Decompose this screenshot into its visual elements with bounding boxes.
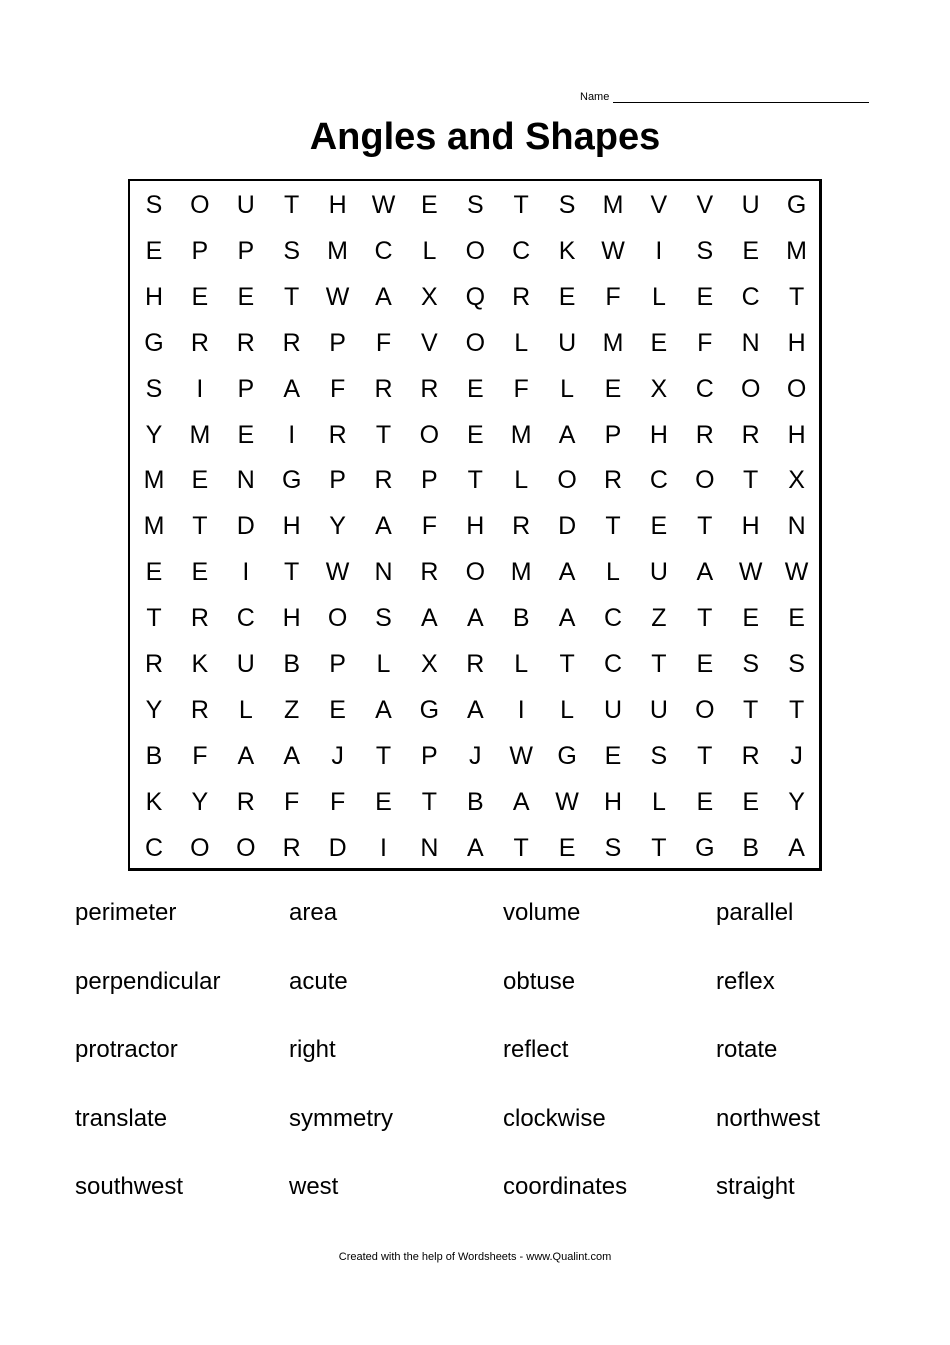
word-list-item: right — [289, 1036, 336, 1063]
grid-letter[interactable]: U — [649, 558, 668, 587]
grid-letter[interactable]: E — [558, 282, 576, 311]
grid-letter[interactable]: H — [787, 328, 806, 357]
grid-letter[interactable]: I — [517, 695, 525, 724]
grid-letter[interactable]: P — [237, 236, 255, 265]
name-label: Name — [580, 91, 610, 103]
grid-row — [130, 779, 819, 825]
word-list-item: area — [289, 899, 338, 926]
grid-letter[interactable]: O — [465, 236, 486, 265]
word-list-item: straight — [716, 1173, 795, 1200]
grid-letter[interactable]: F — [375, 328, 392, 357]
grid-letter[interactable]: N — [374, 558, 393, 587]
grid-letter[interactable]: B — [466, 787, 484, 816]
grid-letter[interactable]: C — [512, 236, 531, 265]
grid-letter[interactable]: L — [514, 466, 529, 495]
grid-letter[interactable]: T — [651, 833, 667, 862]
grid-letter[interactable]: R — [190, 695, 209, 724]
grid-letter[interactable]: G — [281, 466, 302, 495]
grid-letter[interactable]: O — [465, 328, 486, 357]
grid-letter[interactable]: T — [421, 787, 438, 816]
page-title: Angles and Shapes — [309, 116, 661, 158]
grid-letter[interactable]: S — [558, 191, 576, 219]
grid-letter[interactable]: S — [650, 741, 668, 770]
grid-letter[interactable]: M — [786, 236, 807, 265]
grid-letter[interactable]: A — [237, 741, 255, 770]
grid-letter[interactable]: E — [421, 191, 438, 219]
grid-letter[interactable]: R — [741, 741, 760, 770]
grid-letter[interactable]: R — [282, 328, 301, 357]
grid-letter[interactable]: E — [696, 787, 714, 816]
grid-letter[interactable]: L — [238, 695, 253, 724]
grid-letter[interactable]: E — [145, 558, 163, 587]
grid-letter[interactable]: U — [236, 191, 255, 219]
grid-letter[interactable]: D — [236, 512, 255, 541]
grid-letter[interactable]: L — [422, 236, 437, 265]
grid-letter[interactable]: H — [466, 512, 485, 541]
word-list-item: coordinates — [503, 1173, 628, 1200]
grid-letter[interactable]: G — [144, 328, 164, 357]
word-list-item: southwest — [75, 1173, 184, 1200]
grid-letter[interactable]: O — [557, 466, 577, 495]
grid-letter[interactable]: Q — [465, 282, 486, 311]
word-list-item: symmetry — [289, 1104, 393, 1132]
grid-letter[interactable]: C — [741, 282, 760, 311]
grid-row — [130, 366, 819, 412]
grid-letter[interactable]: E — [788, 604, 805, 633]
grid-letter[interactable]: F — [329, 787, 346, 816]
grid-letter[interactable]: S — [283, 236, 301, 265]
grid-letter[interactable]: Y — [145, 420, 163, 449]
letter-grid — [128, 179, 822, 871]
grid-letter[interactable]: R — [741, 420, 760, 449]
grid-letter[interactable]: F — [329, 374, 346, 403]
grid-row — [130, 641, 819, 687]
word-list-item: protractor — [75, 1036, 178, 1063]
grid-letter[interactable]: X — [421, 282, 438, 311]
grid-letter[interactable]: I — [242, 558, 250, 587]
grid-letter[interactable]: I — [288, 420, 296, 449]
grid-letter[interactable]: T — [743, 695, 759, 724]
grid-row — [130, 733, 819, 779]
grid-letter[interactable]: R — [466, 650, 485, 678]
grid-letter[interactable]: A — [466, 695, 484, 724]
grid-letter[interactable]: T — [788, 282, 805, 311]
grid-letter[interactable]: T — [513, 833, 529, 862]
grid-letter[interactable]: O — [786, 374, 807, 403]
grid-letter[interactable]: T — [513, 191, 529, 219]
grid-letter[interactable]: S — [145, 191, 163, 219]
grid-letter[interactable]: W — [325, 282, 350, 311]
word-list-item: volume — [503, 899, 581, 926]
grid-letter[interactable]: O — [465, 558, 486, 587]
grid-letter[interactable]: E — [191, 282, 209, 311]
grid-letter[interactable]: P — [329, 650, 346, 678]
grid-letter[interactable]: E — [604, 741, 622, 770]
grid-letter[interactable]: I — [380, 833, 387, 862]
grid-letter[interactable]: E — [696, 650, 714, 678]
grid-letter[interactable]: F — [284, 787, 300, 816]
grid-letter[interactable]: H — [603, 787, 623, 816]
grid-letter[interactable]: R — [420, 558, 439, 587]
grid-letter[interactable]: M — [602, 328, 624, 357]
grid-letter[interactable]: F — [605, 282, 621, 311]
grid-letter[interactable]: D — [558, 512, 577, 541]
grid-letter[interactable]: E — [329, 695, 346, 724]
grid-letter[interactable]: C — [603, 604, 623, 633]
grid-letter[interactable]: K — [558, 236, 576, 265]
grid-letter[interactable]: A — [558, 420, 576, 449]
grid-letter[interactable]: R — [603, 466, 623, 495]
grid-letter[interactable]: J — [469, 741, 482, 770]
grid-letter[interactable]: M — [143, 466, 165, 495]
grid-letter[interactable]: Y — [191, 787, 209, 816]
grid-letter[interactable]: W — [601, 236, 625, 265]
grid-letter[interactable]: U — [603, 695, 623, 724]
grid-letter[interactable]: T — [375, 741, 392, 770]
grid-letter[interactable]: H — [787, 420, 806, 449]
grid-row — [130, 595, 819, 641]
grid-letter[interactable]: V — [696, 191, 714, 219]
grid-letter[interactable]: H — [144, 282, 164, 311]
grid-letter[interactable]: V — [421, 328, 438, 357]
grid-letter[interactable]: P — [421, 741, 438, 770]
grid-letter[interactable]: V — [650, 191, 668, 219]
grid-row — [130, 320, 819, 366]
grid-row — [130, 687, 819, 733]
grid-letter[interactable]: H — [741, 512, 760, 541]
grid-letter[interactable]: Y — [329, 512, 346, 541]
grid-letter[interactable]: A — [421, 604, 438, 633]
grid-letter[interactable]: T — [788, 695, 805, 724]
grid-letter[interactable]: E — [466, 374, 484, 403]
grid-letter[interactable]: T — [697, 604, 713, 633]
grid-letter[interactable]: A — [375, 282, 392, 311]
word-list-item: reflect — [503, 1036, 569, 1063]
grid-letter[interactable]: I — [655, 236, 663, 265]
grid-letter[interactable]: B — [145, 741, 163, 770]
grid-letter[interactable]: T — [651, 650, 667, 678]
grid-letter[interactable]: A — [466, 604, 484, 633]
grid-row — [130, 503, 819, 549]
grid-letter[interactable]: W — [784, 558, 809, 587]
grid-letter[interactable]: E — [237, 420, 255, 449]
grid-letter[interactable]: J — [331, 741, 344, 770]
grid-letter[interactable]: A — [512, 787, 530, 816]
grid-letter[interactable]: T — [697, 512, 713, 541]
grid-letter[interactable]: I — [196, 374, 204, 403]
grid-letter[interactable]: A — [696, 558, 714, 587]
grid-letter[interactable]: E — [742, 604, 760, 633]
name-underline[interactable] — [613, 90, 869, 103]
grid-letter[interactable]: Z — [284, 695, 300, 724]
grid-row — [130, 457, 819, 503]
grid-letter[interactable]: L — [560, 695, 575, 724]
footer-credit: Created with the help of Wordsheets - www.Qualint.com — [338, 1251, 612, 1263]
grid-letter[interactable]: A — [788, 833, 805, 862]
grid-letter[interactable]: F — [421, 512, 438, 541]
grid-letter[interactable]: D — [328, 833, 347, 862]
grid-letter[interactable]: R — [144, 650, 164, 678]
grid-letter[interactable]: U — [236, 650, 255, 678]
grid-letter[interactable]: T — [375, 420, 392, 449]
grid-letter[interactable]: P — [237, 374, 255, 403]
grid-letter[interactable]: R — [282, 833, 301, 862]
grid-letter[interactable]: R — [328, 420, 347, 449]
word-list-item: perpendicular — [75, 967, 221, 995]
grid-letter[interactable]: E — [696, 282, 714, 311]
word-list-item: rotate — [716, 1036, 778, 1063]
grid-letter[interactable]: C — [374, 236, 393, 265]
grid-letter[interactable]: K — [145, 787, 163, 816]
grid-letter[interactable]: B — [742, 833, 760, 862]
grid-letter[interactable]: S — [788, 650, 805, 678]
grid-letter[interactable]: W — [509, 741, 533, 770]
grid-letter[interactable]: L — [514, 650, 529, 678]
grid-letter[interactable]: W — [555, 787, 579, 816]
grid-letter[interactable]: O — [740, 374, 761, 403]
grid-letter[interactable]: M — [602, 191, 624, 219]
grid-letter[interactable]: C — [236, 604, 255, 633]
grid-letter[interactable]: M — [510, 558, 532, 587]
grid-letter[interactable]: C — [603, 650, 623, 678]
grid-letter[interactable]: A — [466, 833, 484, 862]
grid-letter[interactable]: S — [604, 833, 622, 862]
grid-letter[interactable]: O — [190, 191, 210, 219]
grid-letter[interactable]: E — [375, 787, 392, 816]
grid-letter[interactable]: M — [510, 420, 532, 449]
grid-letter[interactable]: W — [371, 191, 396, 219]
grid-letter[interactable]: H — [282, 512, 301, 541]
grid-letter[interactable]: F — [697, 328, 713, 357]
grid-letter[interactable]: G — [419, 695, 440, 724]
grid-letter[interactable]: G — [557, 741, 577, 770]
grid-letter[interactable]: S — [696, 236, 714, 265]
grid-letter[interactable]: T — [284, 191, 300, 219]
grid-letter[interactable]: L — [606, 558, 620, 587]
grid-letter[interactable]: N — [741, 328, 760, 357]
grid-letter[interactable]: E — [145, 236, 163, 265]
grid-letter[interactable]: O — [695, 466, 715, 495]
grid-letter[interactable]: R — [420, 374, 439, 403]
grid-letter[interactable]: N — [420, 833, 439, 862]
grid-letter[interactable]: E — [191, 466, 209, 495]
word-list-item: obtuse — [503, 967, 576, 995]
grid-letter[interactable]: A — [558, 558, 576, 587]
grid-letter[interactable]: B — [283, 650, 301, 678]
word-list-item: west — [289, 1173, 339, 1200]
grid-letter[interactable]: P — [604, 420, 622, 449]
grid-letter[interactable]: S — [375, 604, 392, 633]
grid-row — [130, 825, 819, 871]
grid-letter[interactable]: X — [650, 374, 668, 403]
grid-letter[interactable]: A — [558, 604, 576, 633]
grid-letter[interactable]: A — [283, 374, 301, 403]
grid-letter[interactable]: P — [329, 466, 346, 495]
grid-letter[interactable]: H — [282, 604, 301, 633]
grid-letter[interactable]: R — [695, 420, 714, 449]
grid-letter[interactable]: B — [512, 604, 530, 633]
grid-letter[interactable]: M — [189, 420, 211, 449]
grid-row — [130, 412, 819, 458]
word-list-item: acute — [289, 967, 348, 995]
grid-letter[interactable]: O — [236, 833, 256, 862]
grid-letter[interactable]: C — [649, 466, 668, 495]
grid-letter[interactable]: T — [605, 512, 621, 541]
grid-letter[interactable]: E — [742, 787, 760, 816]
grid-letter[interactable]: L — [651, 787, 666, 816]
grid-letter[interactable]: C — [695, 374, 714, 403]
grid-letter[interactable]: N — [787, 512, 806, 541]
grid-letter[interactable]: W — [325, 558, 350, 587]
word-list-item: clockwise — [503, 1104, 606, 1132]
grid-letter[interactable]: R — [236, 787, 255, 816]
grid-letter[interactable]: L — [651, 282, 666, 311]
grid-letter[interactable]: E — [604, 374, 622, 403]
grid-row — [130, 549, 819, 595]
word-list-item: northwest — [716, 1104, 821, 1132]
grid-letter[interactable]: U — [649, 695, 668, 724]
grid-letter[interactable]: M — [143, 512, 165, 541]
grid-letter[interactable]: A — [375, 512, 392, 541]
grid-letter[interactable]: E — [650, 328, 668, 357]
grid-letter[interactable]: H — [649, 420, 668, 449]
word-list-item: translate — [75, 1104, 168, 1132]
grid-letter[interactable]: W — [738, 558, 763, 587]
grid-letter[interactable]: U — [741, 191, 760, 219]
grid-letter[interactable]: E — [558, 833, 576, 862]
grid-letter[interactable]: R — [236, 328, 255, 357]
grid-letter[interactable]: Y — [788, 787, 805, 816]
grid-letter[interactable]: C — [144, 833, 164, 862]
grid-letter[interactable]: P — [421, 466, 438, 495]
grid-letter[interactable]: F — [192, 741, 208, 770]
grid-letter[interactable]: T — [467, 466, 483, 495]
word-list-item: reflex — [716, 967, 775, 995]
grid-letter[interactable]: E — [191, 558, 209, 587]
grid-letter[interactable]: P — [191, 236, 209, 265]
grid-letter[interactable]: Y — [145, 695, 163, 724]
grid-letter[interactable]: S — [742, 650, 760, 678]
name-field[interactable] — [580, 90, 869, 103]
grid-letter[interactable]: A — [283, 741, 301, 770]
grid-letter[interactable]: N — [236, 466, 255, 495]
grid-letter[interactable]: F — [513, 374, 529, 403]
grid-letter[interactable]: E — [650, 512, 668, 541]
grid-letter[interactable]: R — [374, 374, 393, 403]
grid-letter[interactable]: T — [559, 650, 575, 678]
grid-letter[interactable]: R — [512, 282, 531, 311]
grid-letter[interactable]: G — [695, 833, 715, 862]
grid-letter[interactable]: H — [328, 191, 347, 219]
grid-letter[interactable]: R — [190, 604, 209, 633]
grid-letter[interactable]: Z — [651, 604, 667, 633]
grid-letter[interactable]: K — [191, 650, 209, 678]
grid-letter[interactable]: O — [190, 833, 210, 862]
grid-row — [130, 274, 819, 320]
grid-letter[interactable]: E — [742, 236, 760, 265]
grid-row — [130, 182, 819, 228]
grid-letter[interactable]: E — [237, 282, 255, 311]
grid-letter[interactable]: R — [512, 512, 531, 541]
grid-letter[interactable]: G — [786, 191, 807, 219]
grid-letter[interactable]: E — [466, 420, 484, 449]
grid-letter[interactable]: T — [743, 466, 759, 495]
grid-letter[interactable]: L — [560, 374, 575, 403]
grid-letter[interactable]: J — [790, 741, 803, 770]
grid-letter[interactable]: M — [327, 236, 348, 265]
grid-row — [130, 228, 819, 274]
grid-letter[interactable]: T — [284, 558, 300, 587]
grid-letter[interactable]: O — [695, 695, 715, 724]
grid-letter[interactable]: X — [421, 650, 438, 678]
grid-letter[interactable]: U — [558, 328, 577, 357]
grid-letter[interactable]: P — [329, 328, 346, 357]
grid-letter[interactable]: S — [145, 374, 163, 403]
grid-letter[interactable]: X — [788, 466, 805, 495]
grid-letter[interactable]: A — [375, 695, 392, 724]
grid-letter[interactable]: T — [192, 512, 208, 541]
word-list-item: parallel — [716, 899, 794, 926]
grid-letter[interactable]: T — [146, 604, 162, 633]
grid-letter[interactable]: R — [374, 466, 393, 495]
grid-letter[interactable]: T — [697, 741, 713, 770]
grid-letter[interactable]: O — [419, 420, 440, 449]
word-list-item: perimeter — [75, 899, 177, 926]
grid-letter[interactable]: T — [284, 282, 300, 311]
grid-letter[interactable]: O — [327, 604, 348, 633]
grid-letter[interactable]: S — [466, 191, 484, 219]
grid-letter[interactable]: L — [514, 328, 529, 357]
grid-letter[interactable]: R — [190, 328, 209, 357]
grid-letter[interactable]: L — [376, 650, 391, 678]
